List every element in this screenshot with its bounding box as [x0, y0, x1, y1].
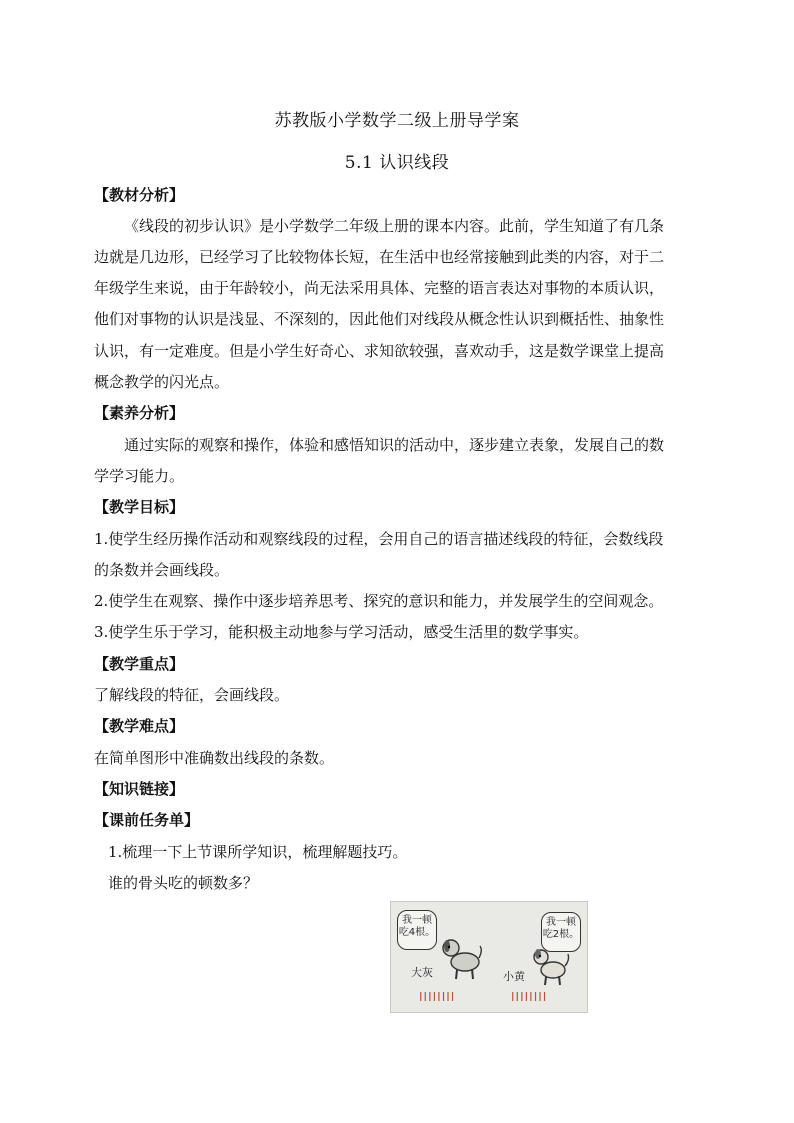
analysis-line: 概念教学的闪光点。: [94, 373, 230, 391]
analysis-line: 边就是几边形，已经学习了比较物体长短，在生活中也经常接触到此类的内容，对于二: [94, 248, 665, 266]
goal-line: 1.使学生经历操作活动和观察线段的过程，会用自己的语言描述线段的特征，会数线段: [94, 530, 664, 548]
analysis-line: 他们对事物的认识是浅显、不深刻的，因此他们对线段从概念性认识到概括性、抽象性: [94, 310, 665, 328]
document-title: 苏教版小学数学二级上册导学案: [274, 111, 520, 131]
goals-heading: 【教学目标】: [94, 498, 185, 516]
speech-bubble-right: 我一顿吃2根。: [541, 912, 581, 952]
task-heading: 【课前任务单】: [94, 811, 200, 829]
analysis-line: 年级学生来说，由于年龄较小，尚无法采用具体、完整的语言表达对事物的本质认识，: [94, 279, 665, 297]
lesson-subtitle: 5.1 认识线段: [344, 153, 450, 173]
dog-icon: [437, 932, 483, 982]
bones-row-right: IIIIIIII: [511, 990, 548, 1004]
analysis-line: 《线段的初步认识》是小学数学二年级上册的课本内容。此前，学生知道了有几条: [124, 217, 665, 235]
literacy-line: 学学习能力。: [94, 467, 185, 485]
goal-line: 2.使学生在观察、操作中逐步培养思考、探究的意识和能力，并发展学生的空间观念。: [94, 592, 664, 610]
literacy-heading: 【素养分析】: [94, 404, 185, 422]
dog-name-right: 小黄: [503, 970, 525, 983]
goal-line: 3.使学生乐于学习，能积极主动地参与学习活动，感受生活里的数学事实。: [94, 623, 589, 641]
goal-line: 的条数并会画线段。: [94, 561, 230, 579]
analysis-line: 认识，有一定难度。但是小学生好奇心、求知欲较强，喜欢动手，这是数学课堂上提高: [94, 342, 665, 360]
dogs-bones-illustration: [390, 901, 588, 1013]
task-item: 1.梳理一下上节课所学知识，梳理解题技巧。: [108, 843, 408, 861]
speech-bubble-left: 我一顿吃4根。: [397, 910, 437, 950]
difficulty-text: 在简单图形中准确数出线段的条数。: [94, 749, 335, 767]
bones-row-left: IIIIIIII: [419, 990, 456, 1004]
focus-text: 了解线段的特征，会画线段。: [94, 686, 290, 704]
analysis-heading: 【教材分析】: [94, 186, 185, 204]
difficulty-heading: 【教学难点】: [94, 717, 185, 735]
literacy-line: 通过实际的观察和操作，体验和感悟知识的活动中，逐步建立表象，发展自己的数: [124, 436, 665, 454]
dog-name-left: 大灰: [411, 966, 433, 979]
focus-heading: 【教学重点】: [94, 655, 185, 673]
dog-icon: [531, 942, 573, 988]
link-heading: 【知识链接】: [94, 780, 185, 798]
task-question: 谁的骨头吃的顿数多？: [108, 874, 259, 892]
